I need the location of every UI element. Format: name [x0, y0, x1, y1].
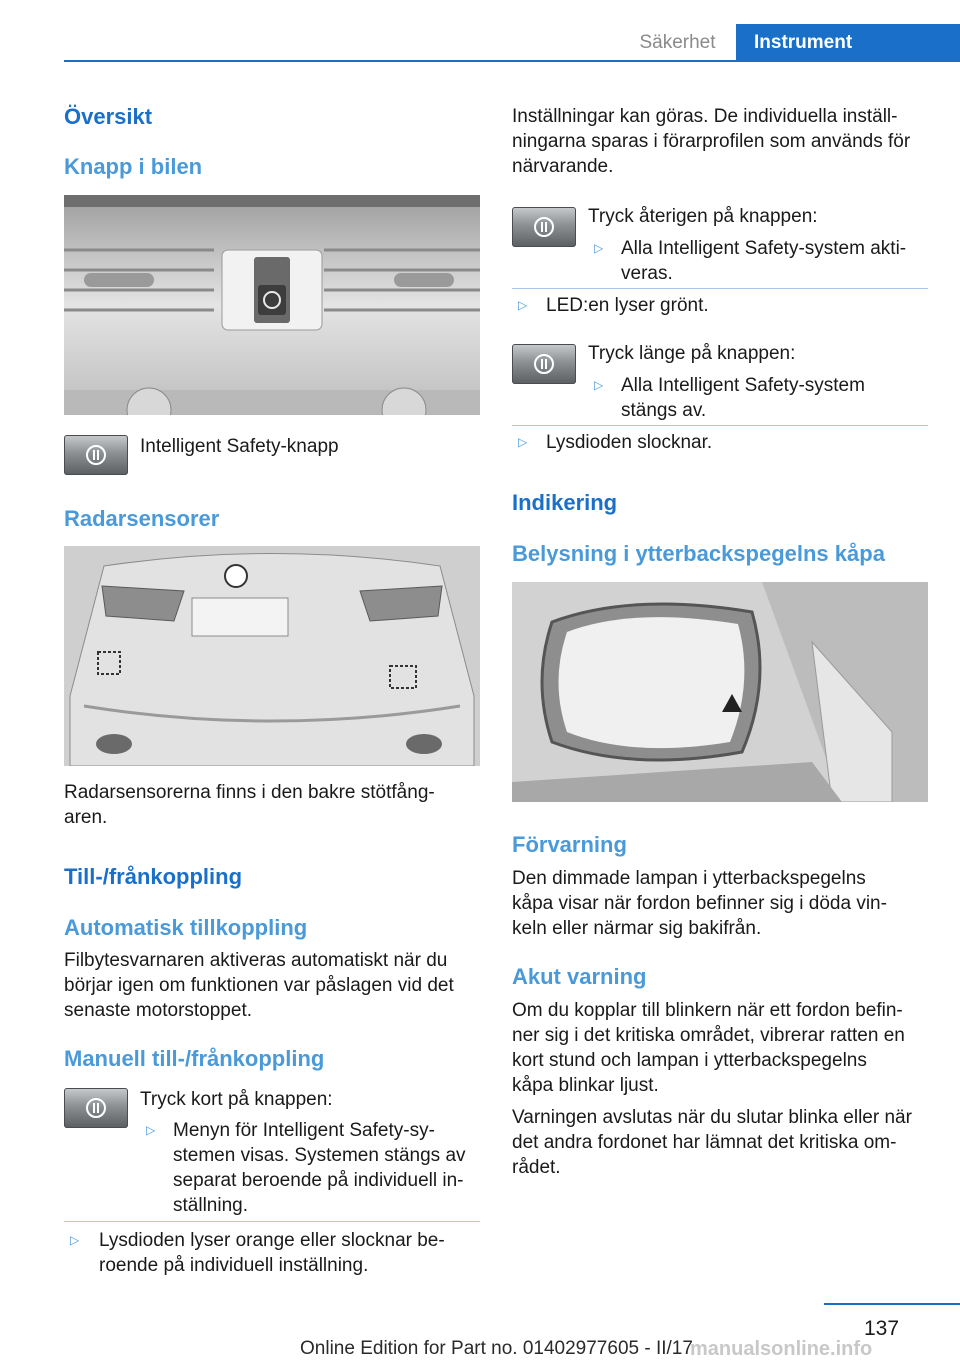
- step1: Tryck återigen på knappen:: [588, 206, 818, 227]
- page-number: 137: [864, 1317, 900, 1340]
- forv-line-2: kåpa visar när fordon befinner sig i döda vin-: [512, 893, 887, 914]
- heading-forvarning: Förvarning: [512, 832, 627, 857]
- forv-line-1: Den dimmade lampan i ytterbackspegelns: [512, 868, 866, 889]
- button-caption: Intelligent Safety-knapp: [140, 436, 339, 457]
- auto-text-line-1: Filbytesvarnaren aktiveras automatiskt när du: [64, 950, 448, 971]
- forv-line-3: keln eller närmar sig bakifrån.: [512, 918, 762, 939]
- heading-belysning: Belysning i ytterbackspegelns kåpa: [512, 541, 885, 566]
- heading-knapp-i-bilen: Knapp i bilen: [64, 154, 203, 179]
- intro-line-1: Inställningar kan göras. De individuella inställ-: [512, 106, 898, 127]
- slut-line-1: Varningen avslutas när du slutar blinka eller när: [512, 1107, 912, 1128]
- akut-line-4: kåpa blinkar ljust.: [512, 1075, 659, 1096]
- heading-akut-varning: Akut varning: [512, 964, 647, 989]
- divider: [64, 1221, 480, 1222]
- bullet-triangle-icon: ▷: [594, 241, 604, 255]
- bullet-triangle-icon: ▷: [146, 1123, 156, 1137]
- step2: Tryck länge på knappen:: [588, 343, 796, 364]
- safety-button-icon: [512, 207, 576, 247]
- safety-button-icon: [64, 435, 128, 475]
- footer-rule: [824, 1303, 960, 1305]
- slut-line-3: rådet.: [512, 1157, 561, 1178]
- radar-text-line-1: Radarsensorerna finns i den bakre stötfång-: [64, 782, 435, 803]
- slut-line-2: det andra fordonet har lämnat det kritiska om-: [512, 1132, 897, 1153]
- step1-sub-line-2: veras.: [621, 263, 673, 284]
- manuell-sub-line-2: stemen visas. Systemen stängs av: [173, 1145, 466, 1166]
- car-rear-radar-photo: [64, 546, 480, 766]
- header-rule: [64, 60, 960, 62]
- intro-line-2: ningarna sparas i förarprofilen som används för: [512, 131, 911, 152]
- intro-line-3: närvarande.: [512, 156, 614, 177]
- divider: [512, 425, 928, 426]
- heading-automatisk-tillkoppling: Automatisk tillkoppling: [64, 915, 308, 940]
- step1-led: LED:en lyser grönt.: [546, 295, 709, 316]
- step2-led: Lysdioden slocknar.: [546, 432, 713, 453]
- manuell-sub-line-1: Menyn för Intelligent Safety-sy-: [173, 1120, 435, 1141]
- akut-line-1: Om du kopplar till blinkern när ett fordon befin-: [512, 1000, 903, 1021]
- manuell-led-line-2: roende på individuell inställning.: [99, 1255, 369, 1276]
- heading-oversikt: Översikt: [64, 104, 153, 129]
- bullet-triangle-icon: ▷: [518, 298, 528, 312]
- manuell-sub-line-3: separat beroende på individuell in-: [173, 1170, 464, 1191]
- heading-manuell-koppling: Manuell till-/frånkoppling: [64, 1046, 325, 1071]
- bullet-triangle-icon: ▷: [594, 378, 604, 392]
- manuell-led-line-1: Lysdioden lyser orange eller slocknar be-: [99, 1230, 445, 1251]
- safety-button-icon: [512, 344, 576, 384]
- auto-text-line-3: senaste motorstoppet.: [64, 1000, 252, 1021]
- tab-sakerhet[interactable]: Säkerhet: [639, 32, 716, 53]
- dashboard-button-photo: [64, 195, 480, 415]
- auto-text-line-2: börjar igen om funktionen var påslagen vid det: [64, 975, 454, 996]
- heading-till-frankoppling: Till-/frånkoppling: [64, 864, 243, 889]
- side-mirror-photo: [512, 582, 928, 802]
- manuell-sub-line-4: ställning.: [173, 1195, 248, 1216]
- heading-indikering: Indikering: [512, 490, 618, 515]
- akut-line-3: kort stund och lampan i ytterbackspegelns: [512, 1050, 867, 1071]
- safety-button-icon: [64, 1088, 128, 1128]
- heading-radarsensorer: Radarsensorer: [64, 506, 220, 531]
- bullet-triangle-icon: ▷: [518, 435, 528, 449]
- manuell-step: Tryck kort på knappen:: [140, 1089, 333, 1110]
- step2-sub-line-2: stängs av.: [621, 400, 707, 421]
- akut-line-2: ner sig i det kritiska området, vibrerar ratten en: [512, 1025, 905, 1046]
- tab-instrument[interactable]: Instrument: [736, 24, 960, 62]
- watermark: manualsonline.info: [690, 1338, 873, 1360]
- step2-sub-line-1: Alla Intelligent Safety-system: [621, 375, 865, 396]
- divider: [512, 288, 928, 289]
- edition-text: Online Edition for Part no. 01402977605 - II/17: [300, 1338, 693, 1359]
- step1-sub-line-1: Alla Intelligent Safety-system akti-: [621, 238, 907, 259]
- bullet-triangle-icon: ▷: [70, 1233, 80, 1247]
- radar-text-line-2: aren.: [64, 807, 108, 828]
